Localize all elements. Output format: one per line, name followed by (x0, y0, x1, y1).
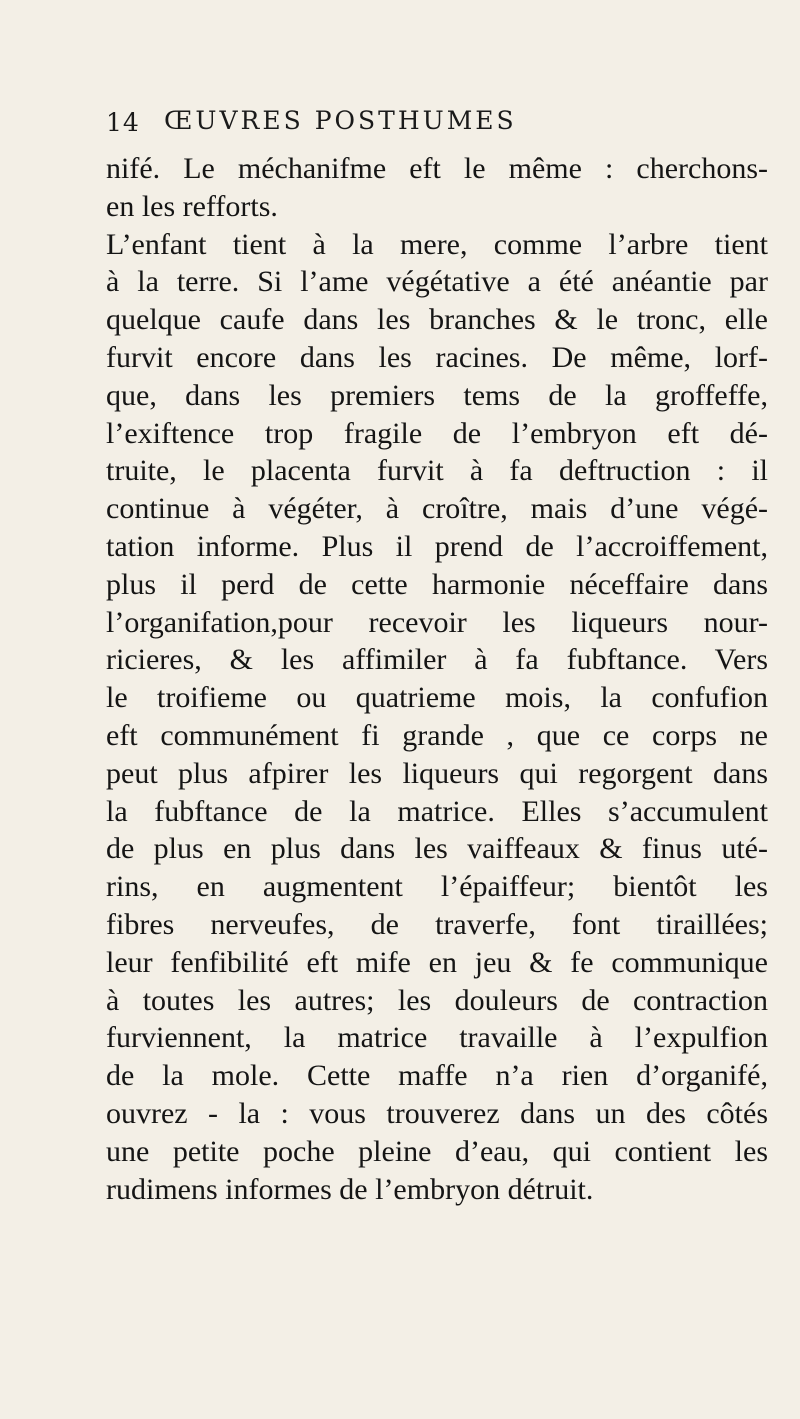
text-line: eft communément fi grande , que ce corps ne (106, 718, 768, 752)
text-line: furvit encore dans les racines. De même, lorf- (106, 340, 768, 374)
text-line: à la terre. Si l’ame végétative a été anéantie par (106, 265, 768, 299)
text-line: à toutes les autres; les douleurs de contraction (106, 983, 768, 1017)
text-line: fibres nerveufes, de traverfe, font tiraillées; (106, 907, 768, 941)
text-line: L’enfant tient à la mere, comme l’arbre tient (106, 227, 768, 261)
text-line: plus il perd de cette harmonie néceffaire dans (106, 567, 768, 601)
text-line: en les refforts. (106, 189, 278, 223)
text-line: peut plus afpirer les liqueurs qui regorgent dans (106, 756, 768, 790)
text-line: truite, le placenta furvit à fa deftruction : il (106, 454, 768, 488)
text-line: le troifieme ou quatrieme mois, la confufion (106, 681, 768, 715)
text-line: une petite poche pleine d’eau, qui contient les (106, 1134, 768, 1168)
body-text (106, 150, 768, 1208)
text-line: nifé. Le méchanifme eft le même : cherchons- (106, 152, 768, 185)
text-line: furviennent, la matrice travaille à l’expulfion (106, 1021, 768, 1055)
text-line: l’exiftence trop fragile de l’embryon eft dé- (106, 416, 768, 450)
page-number: 14 (106, 108, 140, 137)
text-line: continue à végéter, à croître, mais d’une végé- (106, 492, 768, 526)
text-line: rins, en augmentent l’épaiffeur; bientôt les (106, 870, 768, 904)
text-line: leur fenfibilité eft mife en jeu & fe communique (106, 945, 768, 979)
text-line: l’organifation,pour recevoir les liqueurs nour- (106, 605, 768, 639)
text-line: quelque caufe dans les branches & le tronc, elle (106, 303, 768, 337)
text-line: tation informe. Plus il prend de l’accroiffement, (106, 529, 768, 563)
page-header (106, 106, 766, 146)
text-line: la fubftance de la matrice. Elles s’accumulent (106, 794, 768, 828)
text-line: que, dans les premiers tems de la groffeffe, (106, 378, 768, 412)
text-line: de la mole. Cette maffe n’a rien d’organifé, (106, 1059, 768, 1093)
text-line: de plus en plus dans les vaiffeaux & finus uté- (106, 832, 768, 866)
running-title: ŒUVRES POSTHUMES (164, 106, 517, 135)
text-line: ouvrez - la : vous trouverez dans un des côtés (106, 1096, 768, 1130)
text-line: rudimens informes de l’embryon détruit. (106, 1172, 594, 1206)
text-line: ricieres, & les affimiler à fa fubftance. Vers (106, 643, 768, 677)
